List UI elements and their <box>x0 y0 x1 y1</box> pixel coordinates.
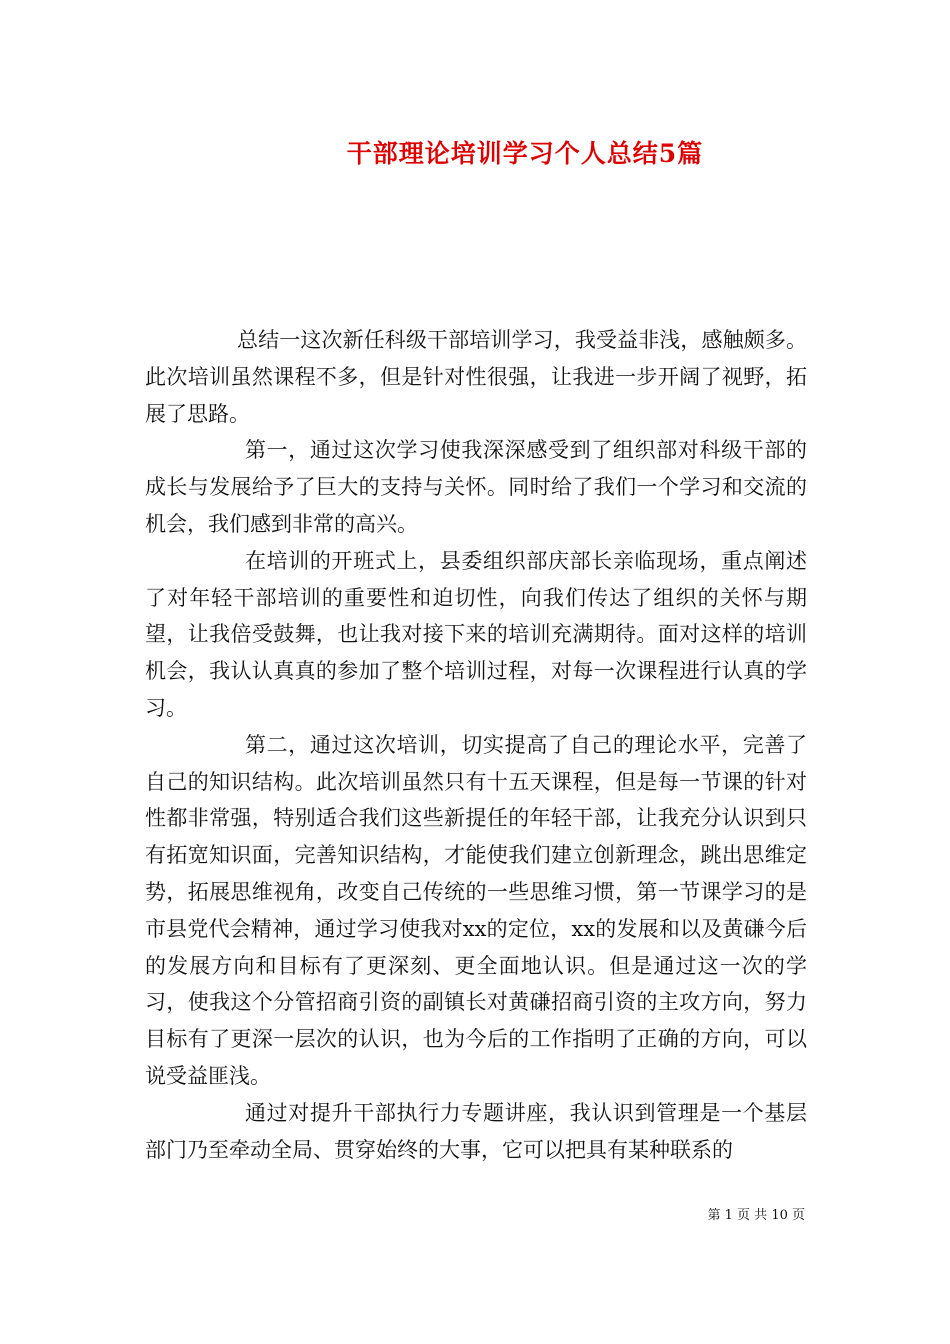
paragraph-1: 总结一这次新任科级干部培训学习，我受益非浅，感触颇多。此次培训虽然课程不多，但是针对性很强，让我进一步开阔了视野，拓展了思路。 <box>145 328 807 426</box>
document-body <box>145 322 807 1168</box>
paragraph-4: 第二，通过这次培训，切实提高了自己的理论水平，完善了自己的知识结构。此次培训虽然只有十五天课程，但是每一节课的针对性都非常强，特别适合我们这些新提任的年轻干部，让我充分认识到只有拓宽知识面，完善知识结构，才能使我们建立创新理念，跳出思维定势，拓展思维视角，改变自己传统的一些思维习惯，第一节课学习的是市县党代会精神，通过学习使我对xx的定位，xx的发展和以及黄磏今后的发展方向和目标有了更深刻、更全面地认识。但是通过这一次的学习，使我这个分管招商引资的副镇长对黄磏招商引资的主攻方向，努力目标有了更深一层次的认识，也为今后的工作指明了正确的方向，可以说受益匪浅。 <box>145 732 807 1088</box>
paragraph-5: 通过对提升干部执行力专题讲座，我认识到管理是一个基层部门乃至牵动全局、贯穿始终的大事，它可以把具有某种联系的 <box>145 1100 807 1162</box>
paragraph-2: 第一，通过这次学习使我深深感受到了组织部对科级干部的成长与发展给予了巨大的支持与关怀。同时给了我们一个学习和交流的机会，我们感到非常的高兴。 <box>145 438 807 536</box>
document-title: 干部理论培训学习个人总结5篇 <box>346 139 704 168</box>
paragraph-3: 在培训的开班式上，县委组织部庆部长亲临现场，重点阐述了对年轻干部培训的重要性和迫切性，向我们传达了组织的关怀与期望，让我倍受鼓舞，也让我对接下来的培训充满期待。面对这样的培训机会，我认认真真的参加了整个培训过程，对每一次课程进行认真的学习。 <box>145 548 807 720</box>
page-number-footer: 第 1 页 共 10 页 <box>707 1208 805 1223</box>
